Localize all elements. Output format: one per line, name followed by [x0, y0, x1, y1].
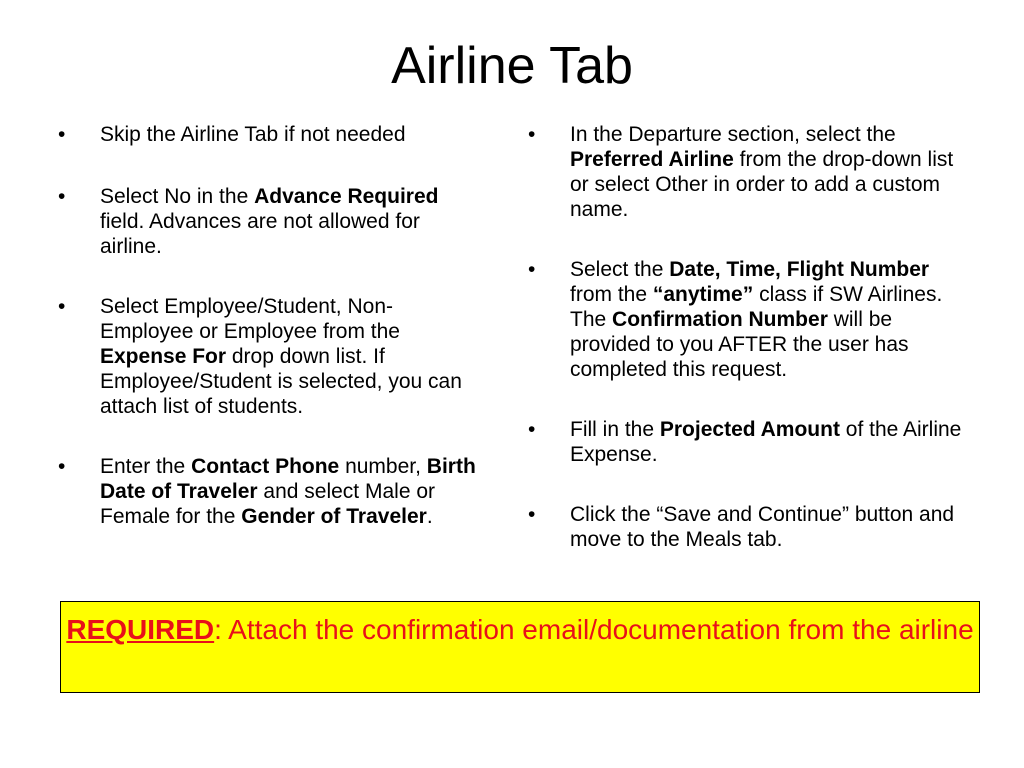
required-label: REQUIRED: [66, 614, 215, 645]
text-segment: from the: [570, 283, 653, 306]
bullet-item: [528, 122, 968, 222]
bullet-item: [58, 454, 478, 529]
bold-term: Preferred Airline: [570, 148, 734, 171]
bullet-dot-icon: •: [58, 123, 66, 146]
bullet-dot-icon: •: [528, 503, 536, 526]
text-segment: class if SW Airlines. The: [570, 283, 943, 331]
text-segment: Fill in the: [570, 418, 660, 441]
text-segment: Enter the: [100, 455, 192, 478]
text-segment: of the Airline Expense.: [570, 418, 962, 466]
text-segment: and select Male or Female for the: [100, 480, 436, 528]
text-segment: number,: [339, 455, 427, 478]
text-segment: field. Advances are not allowed for airline.: [100, 210, 420, 258]
bullet-text: [570, 123, 953, 221]
text-segment: Select No in the: [100, 185, 255, 208]
text-segment: Select the: [570, 258, 670, 281]
bullet-item: [528, 502, 968, 552]
bullet-text: [100, 185, 438, 258]
required-notice-box: [60, 601, 980, 693]
bold-term: Expense For: [100, 345, 227, 368]
bullet-item: [58, 294, 478, 419]
text-segment: drop down list. If Employee/Student is selected, you can attach list of students.: [100, 345, 462, 418]
text-segment: Select Employee/Student, Non-Employee or Employee from the: [100, 295, 400, 343]
right-bullet-list: [528, 122, 968, 552]
bullet-text: [570, 258, 942, 381]
bold-term: Date, Time, Flight Number: [669, 258, 930, 281]
bullet-text: [570, 503, 954, 551]
text-segment: In the Departure section, select the: [570, 123, 896, 146]
bullet-dot-icon: •: [528, 418, 536, 441]
bullet-text: [570, 418, 961, 466]
bullet-text: [100, 295, 462, 418]
text-segment: Skip the Airline Tab if not needed: [100, 123, 406, 146]
required-text: : Attach the confirmation email/documentation from the airline: [214, 614, 974, 645]
bold-term: “anytime”: [652, 283, 754, 306]
bullet-item: [58, 184, 478, 259]
bold-term: Birth Date of Traveler: [100, 455, 476, 503]
left-bullet-list: [58, 122, 478, 529]
bold-term: Contact Phone: [191, 455, 340, 478]
bullet-item: [528, 417, 968, 467]
bullet-dot-icon: •: [528, 258, 536, 281]
bullet-text: [100, 455, 476, 528]
bold-term: Gender of Traveler: [241, 505, 427, 528]
bullet-dot-icon: •: [58, 455, 66, 478]
text-segment: will be provided to you AFTER the user has completed this request.: [570, 308, 909, 381]
bullet-item: [528, 257, 968, 382]
bullet-text: [100, 123, 406, 146]
text-segment: from the drop-down list or select Other in order to add a custom name.: [570, 148, 954, 221]
text-segment: Click the “Save and Continue” button and move to the Meals tab.: [570, 503, 955, 551]
bold-term: Advance Required: [254, 185, 439, 208]
bold-term: Projected Amount: [659, 418, 840, 441]
text-segment: .: [426, 505, 433, 528]
bullet-item: [58, 122, 478, 147]
bullet-dot-icon: •: [528, 123, 536, 146]
bold-term: Confirmation Number: [612, 308, 828, 331]
slide-title: Airline Tab: [391, 37, 633, 95]
bullet-dot-icon: •: [58, 185, 66, 208]
bullet-dot-icon: •: [58, 295, 66, 318]
